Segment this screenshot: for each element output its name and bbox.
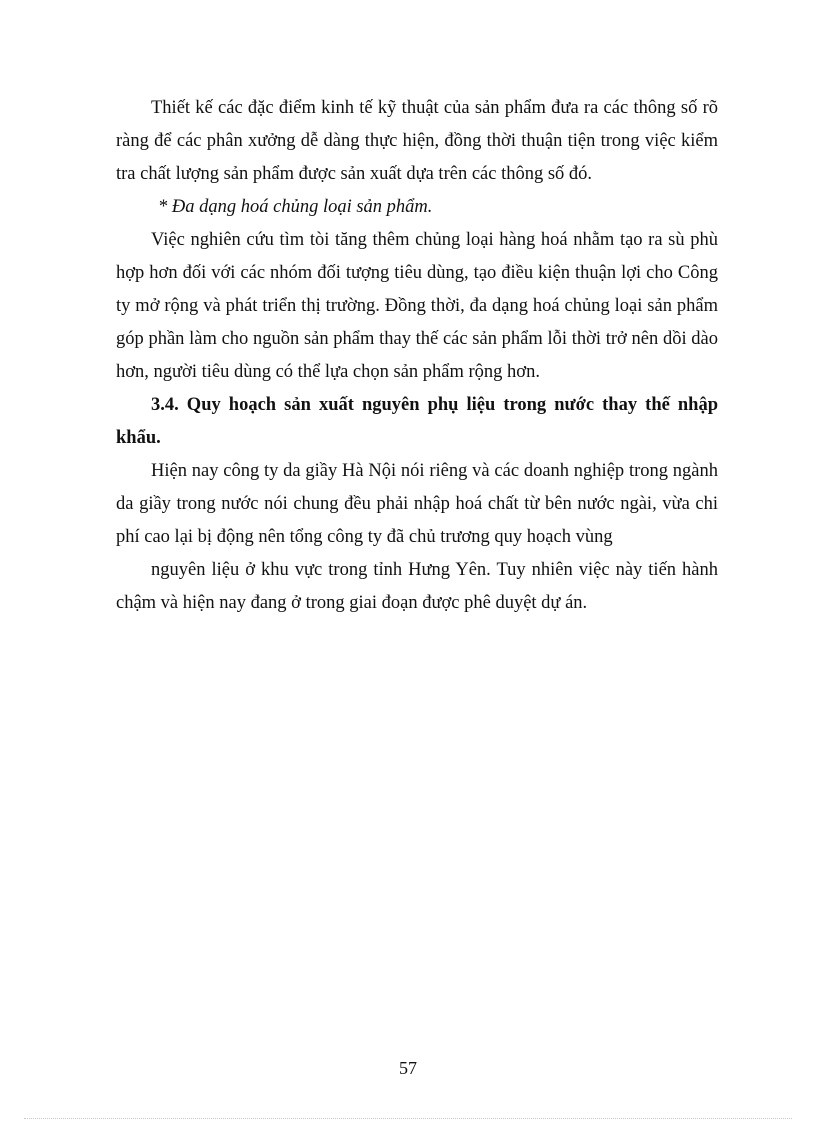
- paragraph-design-specs: Thiết kế các đặc điểm kinh tế kỹ thuật của sản phẩm đưa ra các thông số rõ ràng để các phân xưởng dễ dàng thực hiện, đồng thời thuận tiện trong việc kiểm tra chất lượng sản phẩm được sản xuất dựa trên các thông số đó.: [116, 98, 718, 184]
- paragraph-product-diversification: Việc nghiên cứu tìm tòi tăng thêm chủng loại hàng hoá nhằm tạo ra sù phù hợp hơn đối với các nhóm đối tượng tiêu dùng, tạo điều kiện thuận lợi cho Công ty mở rộng và phát triển thị trường. Đồng thời, đa dạng hoá chủng loại sản phẩm góp phần làm cho nguồn sản phẩm thay thế các sản phẩm lỗi thời trở nên dồi dào hơn, người tiêu dùng có thể lựa chọn sản phẩm rộng hơn.: [116, 230, 718, 382]
- section-heading-3-4: 3.4. Quy hoạch sản xuất nguyên phụ liệu trong nước thay thế nhập khẩu.: [116, 395, 718, 448]
- subheading-diversify-products: * Đa dạng hoá chủng loại sản phẩm.: [158, 197, 433, 217]
- footer-divider: [24, 1118, 792, 1119]
- page-body: [116, 92, 718, 620]
- paragraph-import-materials: Hiện nay công ty da giầy Hà Nội nói riêng và các doanh nghiệp trong ngành da giầy trong nước nói chung đều phải nhập hoá chất từ bên nước ngài, vừa chi phí cao lại bị động nên tổng công ty đã chủ trương quy hoạch vùng: [116, 461, 718, 547]
- page-number: 57: [399, 1058, 417, 1078]
- paragraph-hung-yen: nguyên liệu ở khu vực trong tỉnh Hưng Yên. Tuy nhiên việc này tiến hành chậm và hiện nay đang ở trong giai đoạn được phê duyệt dự án.: [116, 560, 718, 613]
